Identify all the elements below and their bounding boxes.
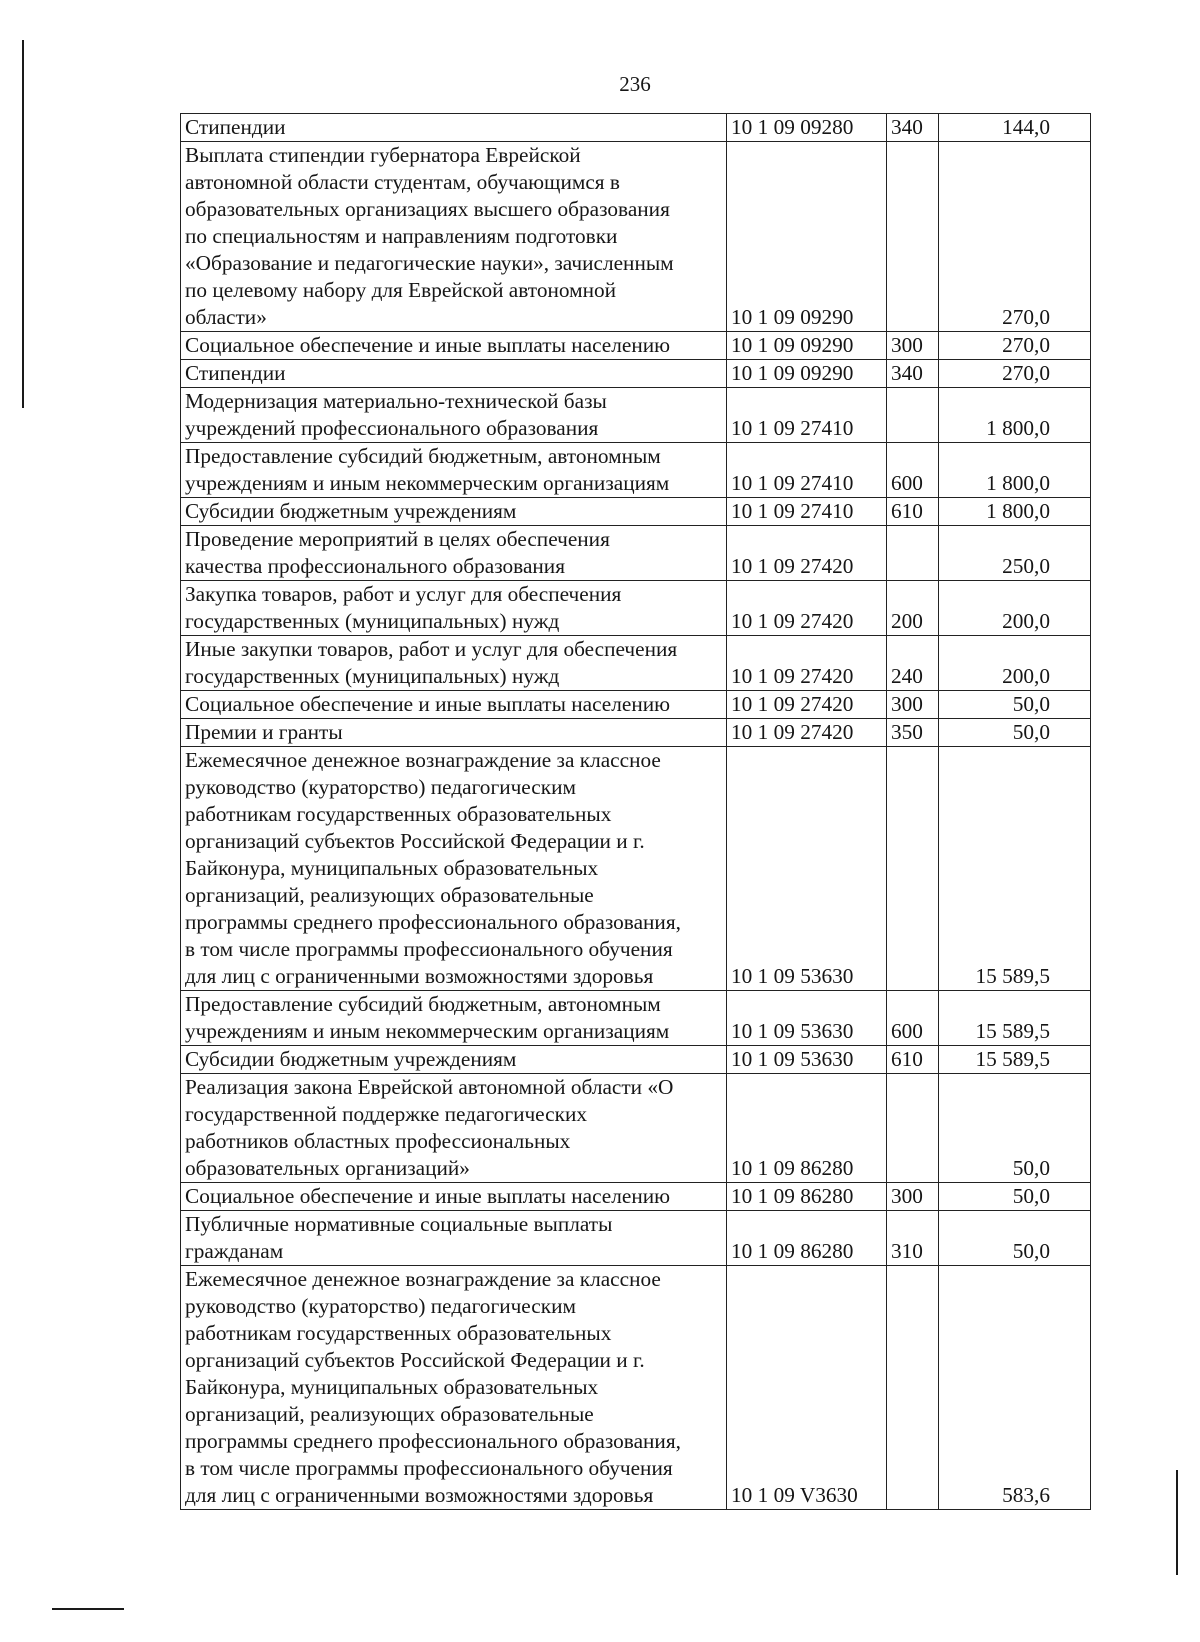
classification-code-cell: 10 1 09 27420 bbox=[727, 691, 887, 719]
amount-cell: 15 589,5 bbox=[939, 991, 1091, 1046]
amount-cell: 270,0 bbox=[939, 360, 1091, 388]
budget-table bbox=[180, 113, 1091, 1510]
expense-name-cell: Премии и гранты bbox=[181, 719, 727, 747]
expense-type-cell: 350 bbox=[887, 719, 939, 747]
table-row bbox=[181, 114, 1091, 142]
bottom-left-rule bbox=[52, 1608, 124, 1610]
amount-cell: 50,0 bbox=[939, 1183, 1091, 1211]
table-row bbox=[181, 1183, 1091, 1211]
expense-name-cell: Предоставление субсидий бюджетным, автономным учреждениям и иным некоммерческим организациям bbox=[181, 443, 727, 498]
amount-cell: 583,6 bbox=[939, 1266, 1091, 1510]
amount-cell: 1 800,0 bbox=[939, 498, 1091, 526]
table-row bbox=[181, 360, 1091, 388]
expense-type-cell bbox=[887, 1074, 939, 1183]
expense-type-cell: 610 bbox=[887, 498, 939, 526]
amount-cell: 15 589,5 bbox=[939, 1046, 1091, 1074]
classification-code-cell: 10 1 09 86280 bbox=[727, 1211, 887, 1266]
amount-cell: 270,0 bbox=[939, 332, 1091, 360]
expense-name-cell: Субсидии бюджетным учреждениям bbox=[181, 1046, 727, 1074]
expense-type-cell: 300 bbox=[887, 691, 939, 719]
expense-type-cell bbox=[887, 142, 939, 332]
amount-cell: 270,0 bbox=[939, 142, 1091, 332]
classification-code-cell: 10 1 09 27420 bbox=[727, 636, 887, 691]
table-row bbox=[181, 1266, 1091, 1510]
classification-code-cell: 10 1 09 53630 bbox=[727, 1046, 887, 1074]
expense-name-cell: Публичные нормативные социальные выплаты гражданам bbox=[181, 1211, 727, 1266]
table-row bbox=[181, 581, 1091, 636]
table-row bbox=[181, 747, 1091, 991]
table-row bbox=[181, 498, 1091, 526]
table-row bbox=[181, 991, 1091, 1046]
table-row bbox=[181, 142, 1091, 332]
expense-name-cell: Социальное обеспечение и иные выплаты населению bbox=[181, 332, 727, 360]
expense-name-cell: Выплата стипендии губернатора Еврейской автономной области студентам, обучающимся в образовательных организациях высшего образования по специальностям и направлениям подготовки «Образование и педагогические науки», зачисленным по целевому набору для Еврейской автономной области» bbox=[181, 142, 727, 332]
expense-type-cell: 240 bbox=[887, 636, 939, 691]
expense-type-cell: 600 bbox=[887, 443, 939, 498]
expense-type-cell: 200 bbox=[887, 581, 939, 636]
expense-name-cell: Ежемесячное денежное вознаграждение за классное руководство (кураторство) педагогическим работникам государственных образовательных организаций субъектов Российской Федерации и г. Байконура, муниципальных образовательных организаций, реализующих образовательные программы среднего профессионального образования, в том числе программы профессионального обучения для лиц с ограниченными возможностями здоровья bbox=[181, 747, 727, 991]
expense-type-cell: 340 bbox=[887, 114, 939, 142]
classification-code-cell: 10 1 09 53630 bbox=[727, 991, 887, 1046]
table-row bbox=[181, 719, 1091, 747]
classification-code-cell: 10 1 09 09290 bbox=[727, 332, 887, 360]
expense-type-cell bbox=[887, 747, 939, 991]
expense-type-cell bbox=[887, 526, 939, 581]
expense-type-cell: 300 bbox=[887, 332, 939, 360]
amount-cell: 200,0 bbox=[939, 636, 1091, 691]
amount-cell: 250,0 bbox=[939, 526, 1091, 581]
expense-name-cell: Проведение мероприятий в целях обеспечения качества профессионального образования bbox=[181, 526, 727, 581]
table-row bbox=[181, 1211, 1091, 1266]
table-row bbox=[181, 1074, 1091, 1183]
table-row bbox=[181, 1046, 1091, 1074]
expense-type-cell: 600 bbox=[887, 991, 939, 1046]
expense-name-cell: Реализация закона Еврейской автономной области «О государственной поддержке педагогических работников областных профессиональных образовательных организаций» bbox=[181, 1074, 727, 1183]
amount-cell: 50,0 bbox=[939, 691, 1091, 719]
expense-name-cell: Ежемесячное денежное вознаграждение за классное руководство (кураторство) педагогическим работникам государственных образовательных организаций субъектов Российской Федерации и г. Байконура, муниципальных образовательных организаций, реализующих образовательные программы среднего профессионального образования, в том числе программы профессионального обучения для лиц с ограниченными возможностями здоровья bbox=[181, 1266, 727, 1510]
classification-code-cell: 10 1 09 V3630 bbox=[727, 1266, 887, 1510]
amount-cell: 200,0 bbox=[939, 581, 1091, 636]
expense-name-cell: Модернизация материально-технической базы учреждений профессионального образования bbox=[181, 388, 727, 443]
expense-type-cell: 300 bbox=[887, 1183, 939, 1211]
expense-name-cell: Закупка товаров, работ и услуг для обеспечения государственных (муниципальных) нужд bbox=[181, 581, 727, 636]
expense-name-cell: Субсидии бюджетным учреждениям bbox=[181, 498, 727, 526]
classification-code-cell: 10 1 09 27410 bbox=[727, 388, 887, 443]
expense-type-cell: 310 bbox=[887, 1211, 939, 1266]
classification-code-cell: 10 1 09 27420 bbox=[727, 526, 887, 581]
classification-code-cell: 10 1 09 27420 bbox=[727, 719, 887, 747]
expense-type-cell: 340 bbox=[887, 360, 939, 388]
amount-cell: 1 800,0 bbox=[939, 443, 1091, 498]
expense-name-cell: Социальное обеспечение и иные выплаты населению bbox=[181, 691, 727, 719]
classification-code-cell: 10 1 09 09290 bbox=[727, 360, 887, 388]
classification-code-cell: 10 1 09 53630 bbox=[727, 747, 887, 991]
classification-code-cell: 10 1 09 27420 bbox=[727, 581, 887, 636]
classification-code-cell: 10 1 09 09280 bbox=[727, 114, 887, 142]
amount-cell: 144,0 bbox=[939, 114, 1091, 142]
classification-code-cell: 10 1 09 86280 bbox=[727, 1074, 887, 1183]
amount-cell: 50,0 bbox=[939, 1074, 1091, 1183]
expense-type-cell bbox=[887, 1266, 939, 1510]
classification-code-cell: 10 1 09 86280 bbox=[727, 1183, 887, 1211]
classification-code-cell: 10 1 09 27410 bbox=[727, 443, 887, 498]
expense-type-cell: 610 bbox=[887, 1046, 939, 1074]
table-row bbox=[181, 691, 1091, 719]
right-margin-line bbox=[1176, 1470, 1178, 1575]
expense-name-cell: Иные закупки товаров, работ и услуг для обеспечения государственных (муниципальных) нужд bbox=[181, 636, 727, 691]
expense-name-cell: Стипендии bbox=[181, 360, 727, 388]
table-row bbox=[181, 443, 1091, 498]
amount-cell: 1 800,0 bbox=[939, 388, 1091, 443]
expense-name-cell: Стипендии bbox=[181, 114, 727, 142]
expense-name-cell: Социальное обеспечение и иные выплаты населению bbox=[181, 1183, 727, 1211]
page-number: 236 bbox=[619, 72, 651, 96]
amount-cell: 50,0 bbox=[939, 1211, 1091, 1266]
expense-type-cell bbox=[887, 388, 939, 443]
expense-name-cell: Предоставление субсидий бюджетным, автономным учреждениям и иным некоммерческим организациям bbox=[181, 991, 727, 1046]
table-row bbox=[181, 388, 1091, 443]
classification-code-cell: 10 1 09 09290 bbox=[727, 142, 887, 332]
classification-code-cell: 10 1 09 27410 bbox=[727, 498, 887, 526]
table-row bbox=[181, 332, 1091, 360]
amount-cell: 50,0 bbox=[939, 719, 1091, 747]
table-row bbox=[181, 636, 1091, 691]
budget-table-body bbox=[181, 114, 1091, 1510]
table-row bbox=[181, 526, 1091, 581]
amount-cell: 15 589,5 bbox=[939, 747, 1091, 991]
